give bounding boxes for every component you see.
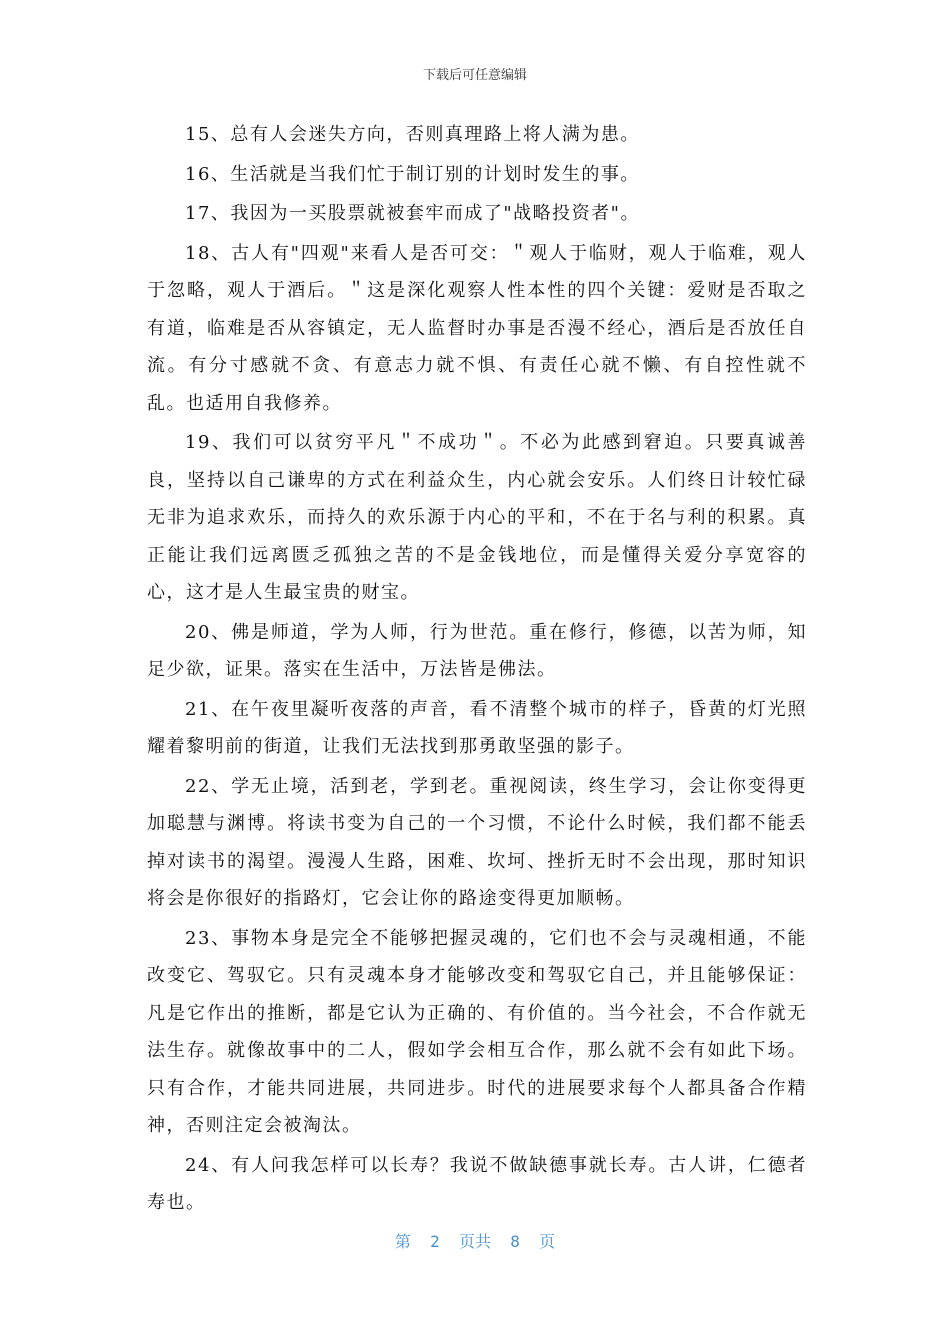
paragraph-18: 18、古人有"四观"来看人是否可交：＂观人于临财，观人于临难，观人于忽略，观人于酒后。＂这是深化观察人性本性的四个关键：爱财是否取之有道，临难是否从容镇定，无人监督时办事是否漫不经心，酒后是否放任自流。有分寸感就不贪、有意志力就不惧、有责任心就不懒、有自控性就不乱。也适用自我修养。 xyxy=(147,242,807,414)
paragraph-24: 24、有人问我怎样可以长寿？我说不做缺德事就长寿。古人讲，仁德者寿也。 xyxy=(147,1154,807,1213)
page-header: 下载后可任意编辑 xyxy=(422,68,527,83)
paragraph-20: 20、佛是师道，学为人师，行为世范。重在修行，修德，以苦为师，知足少欲，证果。落实在生活中，万法皆是佛法。 xyxy=(147,621,807,680)
paragraph-17: 17、我因为一买股票就被套牢而成了"战略投资者"。 xyxy=(185,203,640,224)
paragraph-15: 15、总有人会迷失方向，否则真理路上将人满为患。 xyxy=(185,124,640,145)
paragraph-23: 23、事物本身是完全不能够把握灵魂的，它们也不会与灵魂相通，不能改变它、驾驭它。只有灵魂本身才能够改变和驾驭它自己，并且能够保证：凡是它作出的推断，都是它认为正确的、有价值的。当今社会，不合作就无法生存。就像故事中的二人，假如学会相互合作，那么就不会有如此下场。只有合作，才能共同进展，共同进步。时代的进展要求每个人都具备合作精神，否则注定会被淘汰。 xyxy=(147,927,807,1136)
document-body xyxy=(147,116,807,1224)
paragraph-22: 22、学无止境，活到老，学到老。重视阅读，终生学习，会让你变得更加聪慧与渊博。将读书变为自己的一个习惯，不论什么时候，我们都不能丢掉对读书的渴望。漫漫人生路，困难、坎坷、挫折无时不会出现，那时知识将会是你很好的指路灯，它会让你的路途变得更加顺畅。 xyxy=(147,775,807,909)
paragraph-16: 16、生活就是当我们忙于制订别的计划时发生的事。 xyxy=(185,163,640,185)
paragraph-21: 21、在午夜里凝听夜落的声音，看不清整个城市的样子，昏黄的灯光照耀着黎明前的街道，让我们无法找到那勇敢坚强的影子。 xyxy=(147,698,807,757)
paragraph-19: 19、我们可以贫穷平凡＂不成功＂。不必为此感到窘迫。只要真诚善良，坚持以自己谦卑的方式在利益众生，内心就会安乐。人们终日计较忙碌无非为追求欢乐，而持久的欢乐源于内心的平和，不在于名与利的积累。真正能让我们远离匮乏孤独之苦的不是金钱地位，而是懂得关爱分享宽容的心，这才是人生最宝贵的财宝。 xyxy=(147,432,807,603)
page-number-footer: 第 2 页共 8 页 xyxy=(394,1232,556,1251)
